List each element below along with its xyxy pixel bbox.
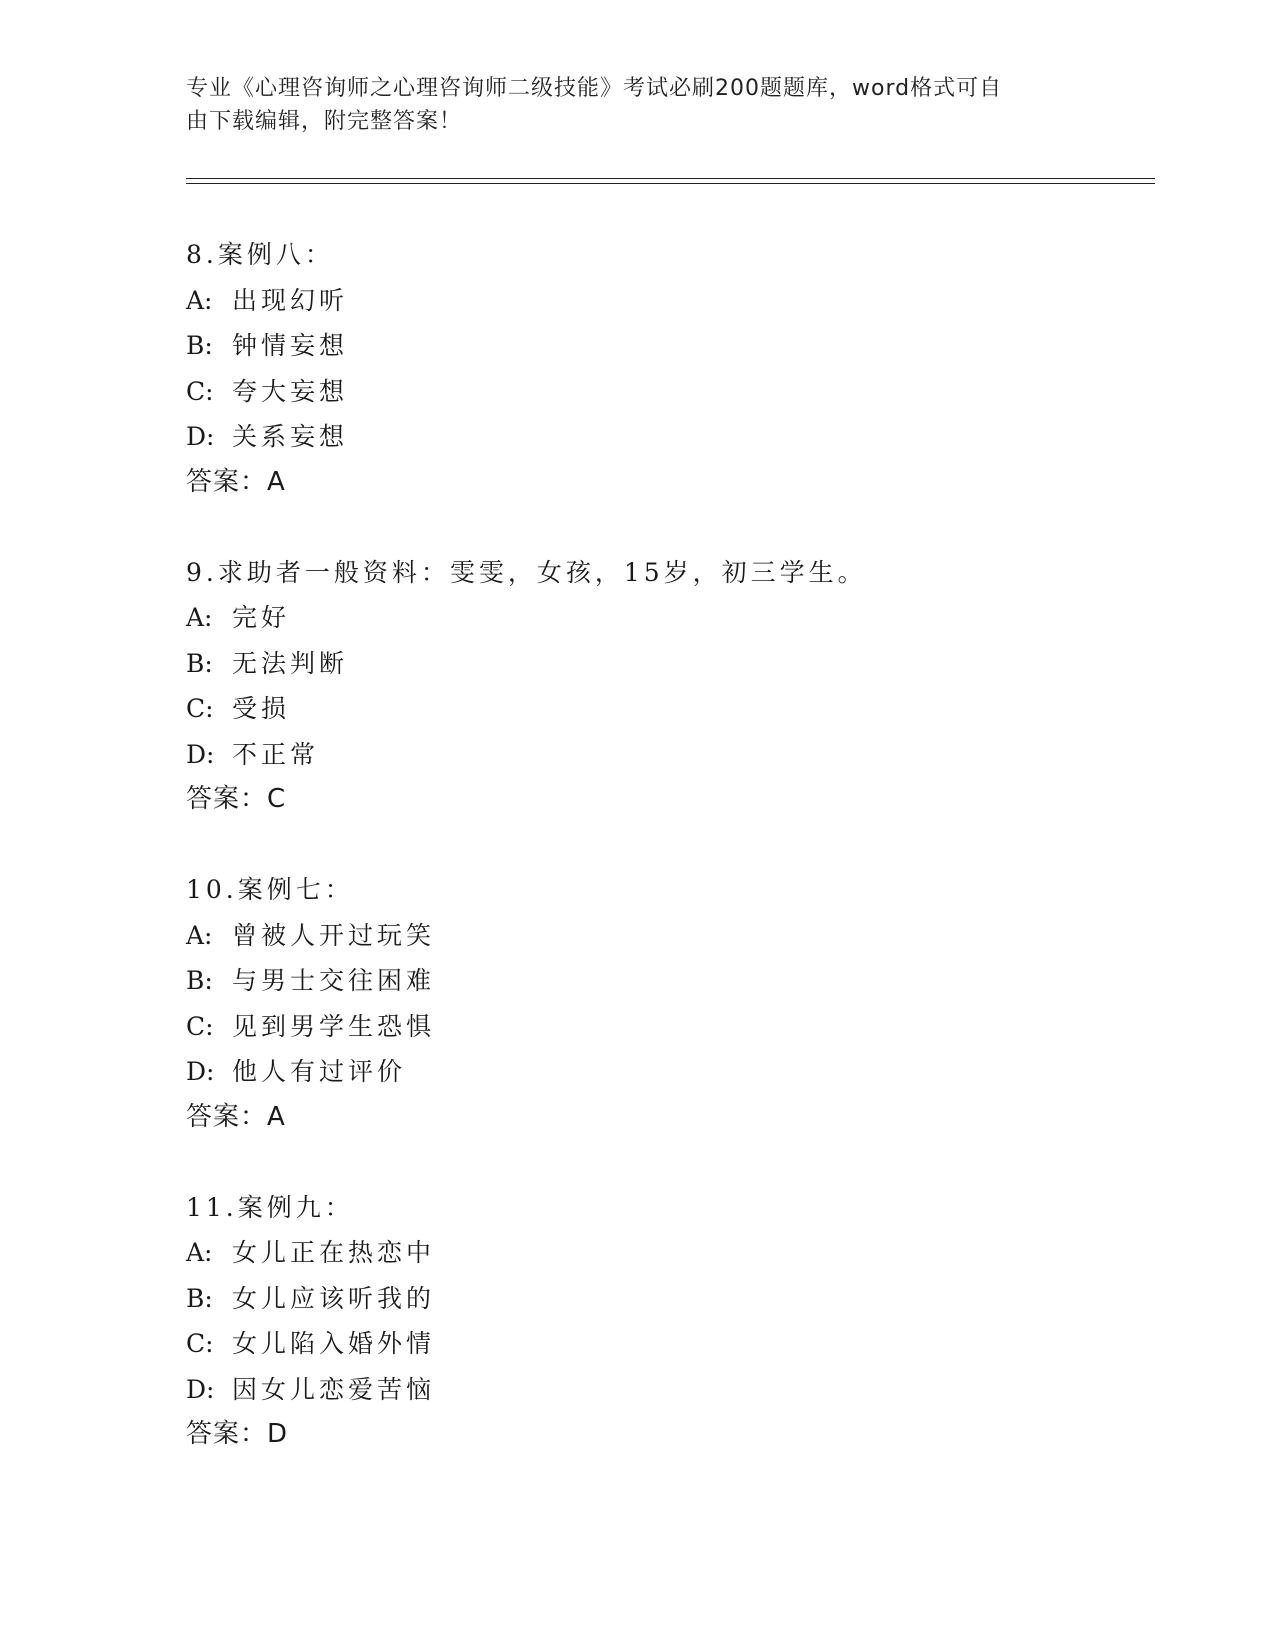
question-11 [186,1185,1146,1458]
option-b [186,641,1146,687]
option-key: B: [186,648,213,678]
option-text: 女儿陷入婚外情 [232,1329,436,1358]
option-a [186,595,1146,641]
question-stem: 9.求助者一般资料：雯雯，女孩，15岁，初三学生。 [186,557,867,587]
option-key: D: [186,1374,215,1404]
option-key: A: [186,285,213,315]
option-a [186,1230,1146,1276]
question-9 [186,550,1146,823]
option-d [186,1367,1146,1413]
option-a [186,913,1146,959]
option-key: C: [186,1329,214,1358]
option-text: 完好 [232,603,291,632]
answer-line: 答案：A [186,466,286,497]
option-key: D: [186,1057,215,1086]
option-key: D: [186,422,215,451]
option-text: 见到男学生恐惧 [232,1011,436,1041]
option-text: 女儿正在热恋中 [232,1238,436,1267]
header-line-1: 专业《心理咨询师之心理咨询师二级技能》考试必刷200题题库，word格式可自 [186,76,1003,101]
option-text: 夸大妄想 [232,376,349,406]
option-key: A: [186,920,213,950]
option-d [186,732,1146,778]
header-line-2: 由下载编辑，附完整答案！ [186,109,463,134]
option-key: A: [186,603,213,632]
option-text: 与男士交往困难 [232,966,436,995]
option-b [186,1276,1146,1322]
option-c [186,1321,1146,1367]
option-b [186,323,1146,369]
option-c [186,686,1146,732]
question-10 [186,867,1146,1140]
option-key: C: [186,1011,214,1041]
answer-line: 答案：D [186,1419,289,1449]
option-text: 他人有过评价 [232,1057,407,1086]
question-8 [186,232,1146,505]
option-text: 女儿应该听我的 [232,1283,436,1313]
option-key: B: [186,1283,213,1313]
option-text: 因女儿恋爱苦恼 [232,1374,436,1404]
answer-line: 答案：C [186,784,287,814]
option-key: B: [186,966,213,995]
question-stem: 11.案例九： [186,1192,354,1222]
option-key: B: [186,331,213,360]
option-a [186,278,1146,324]
option-c [186,369,1146,415]
document-header [186,72,1066,138]
option-text: 出现幻听 [232,285,349,315]
option-text: 钟情妄想 [232,331,349,360]
option-key: C: [186,694,214,723]
option-key: C: [186,376,214,406]
header-divider-top [186,178,1155,179]
option-c [186,1004,1146,1050]
question-stem: 10.案例七： [186,875,354,904]
option-d [186,1049,1146,1095]
option-key: A: [186,1238,213,1267]
answer-line: 答案：A [186,1101,286,1132]
option-text: 无法判断 [232,648,349,678]
question-stem: 8.案例八： [186,240,334,269]
option-text: 关系妄想 [232,422,349,451]
option-b [186,958,1146,1004]
header-divider-bottom [186,183,1155,184]
option-text: 受损 [232,694,291,723]
option-text: 曾被人开过玩笑 [232,920,436,950]
option-text: 不正常 [232,739,320,769]
option-key: D: [186,739,215,769]
option-d [186,414,1146,460]
question-list [186,232,1146,1502]
